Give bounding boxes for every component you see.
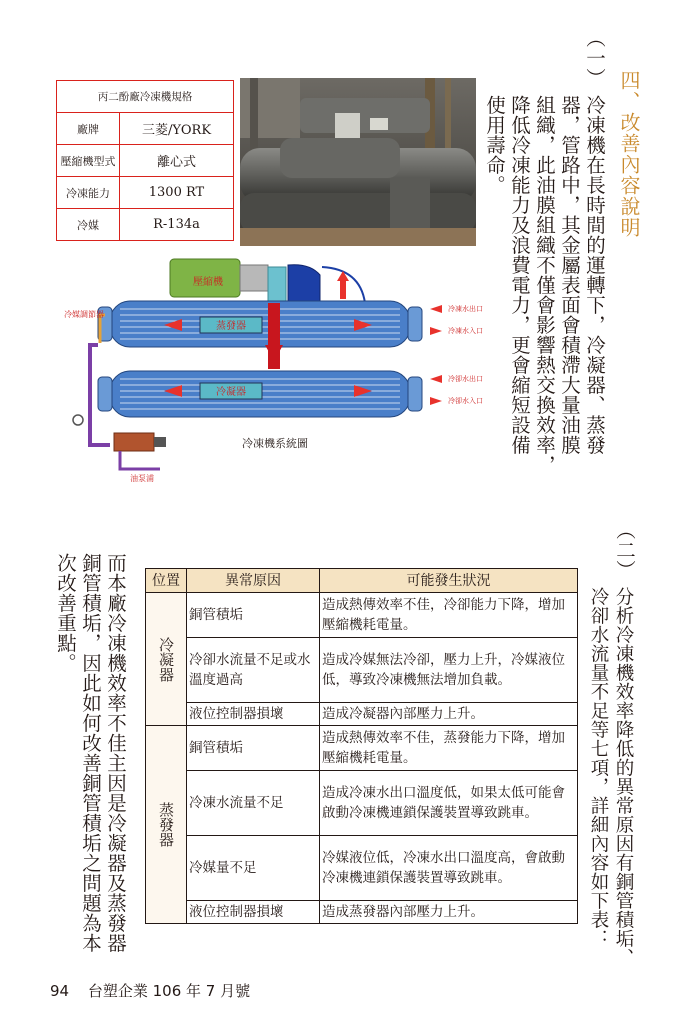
table-row	[146, 593, 578, 638]
column-header: 異常原因	[187, 569, 320, 593]
page-footer	[50, 980, 250, 1001]
cw-out-label: 冷卻水出口	[448, 375, 483, 383]
spec-table	[56, 80, 234, 241]
spec-value: 離心式	[120, 145, 234, 177]
spec-key: 壓縮機型式	[57, 145, 120, 177]
column-header: 位置	[146, 569, 187, 593]
spec-row	[57, 145, 234, 177]
paragraph-line: 次改善重點。	[54, 553, 77, 673]
paragraph-label: （一）	[583, 28, 606, 88]
cw-in-label: 冷卻水入口	[448, 397, 483, 405]
effect-cell: 造成冷媒無法冷卻，壓力上升，冷媒液位低，導致冷凍機無法增加負載。	[320, 638, 578, 703]
spec-row	[57, 113, 234, 145]
paragraph-line: 器，管路中，其金屬表面會積滯大量油膜	[558, 95, 581, 455]
position-cell: 冷凝器	[146, 593, 187, 726]
position-cell: 蒸發器	[146, 726, 187, 924]
paragraph-line: 分析冷凍機效率降低的異常原因有銅管積垢、	[613, 587, 634, 967]
cause-cell: 銅管積垢	[187, 593, 320, 638]
spec-table-title: 丙二酚廠冷凍機規格	[57, 81, 234, 113]
effect-cell: 造成熱傳效率不佳，冷卻能力下降，增加壓縮機耗電量。	[320, 593, 578, 638]
spec-key: 冷凍能力	[57, 177, 120, 209]
paragraph-label: （二）	[613, 520, 636, 580]
paragraph-line: 組織，此油膜組織不僅會影響熱交換效率，	[533, 95, 556, 475]
paragraph-line: 冷卻水流量不足等七項，詳細內容如下表：	[588, 587, 609, 948]
cause-cell: 銅管積垢	[187, 726, 320, 771]
effect-cell: 造成冷凍水出口溫度低，如果太低可能會啟動冷凍機連鎖保護裝置導致跳車。	[320, 771, 578, 836]
table-row	[146, 836, 578, 901]
cause-cell: 液位控制器損壞	[187, 901, 320, 924]
chiller-system-diagram	[60, 255, 483, 490]
page-number: 94	[50, 982, 70, 1000]
evaporator-label: 蒸發器	[216, 321, 246, 332]
spec-row	[57, 209, 234, 241]
abnormal-cause-table	[145, 568, 578, 924]
cause-cell: 冷媒量不足	[187, 836, 320, 901]
spec-key: 冷媒	[57, 209, 120, 241]
paragraph-line: 而本廠冷凍機效率不佳主因是冷凝器及蒸發器	[104, 553, 127, 953]
chw-out-label: 冷凍水出口	[448, 305, 483, 313]
diagram-caption: 冷凍機系統圖	[242, 437, 308, 450]
compressor-label: 壓縮機	[193, 277, 223, 288]
paragraph-line: 降低冷凍能力及浪費電力，更會縮短設備	[508, 95, 531, 455]
table-row	[146, 901, 578, 924]
cause-cell: 冷卻水流量不足或水溫度過高	[187, 638, 320, 703]
chw-in-label: 冷凍水入口	[448, 327, 483, 335]
publication-name: 台塑企業 106 年 7 月號	[87, 982, 251, 1000]
table-row	[146, 726, 578, 771]
oil-pump-label: 油泵浦	[130, 474, 154, 483]
condenser-label: 冷凝器	[216, 387, 246, 398]
effect-cell: 造成蒸發器內部壓力上升。	[320, 901, 578, 924]
spec-value: 1300 RT	[120, 177, 234, 209]
spec-key: 廠牌	[57, 113, 120, 145]
table-row	[146, 638, 578, 703]
effect-cell: 冷媒液位低，冷凍水出口溫度高，會啟動冷凍機連鎖保護裝置導致跳車。	[320, 836, 578, 901]
paragraph-line: 冷凍機在長時間的運轉下，冷凝器、蒸發	[583, 95, 606, 455]
chiller-photo	[240, 78, 476, 246]
spec-row	[57, 177, 234, 209]
cause-cell: 冷凍水流量不足	[187, 771, 320, 836]
spec-value: 三菱/YORK	[120, 113, 234, 145]
table-row	[146, 771, 578, 836]
effect-cell: 造成冷凝器內部壓力上升。	[320, 703, 578, 726]
section-heading: 四、改善內容說明	[617, 70, 641, 238]
spec-value: R-134a	[120, 209, 234, 241]
table-row	[146, 703, 578, 726]
paragraph-line: 銅管積垢，因此如何改善銅管積垢之問題為本	[79, 553, 102, 953]
effect-cell: 造成熱傳效率不佳，蒸發能力下降，增加壓縮機耗電量。	[320, 726, 578, 771]
cause-cell: 液位控制器損壞	[187, 703, 320, 726]
column-header: 可能發生狀況	[320, 569, 578, 593]
paragraph-line: 使用壽命。	[483, 95, 506, 195]
regulator-label: 冷媒調節器	[64, 310, 104, 319]
table-header-row	[146, 569, 578, 593]
